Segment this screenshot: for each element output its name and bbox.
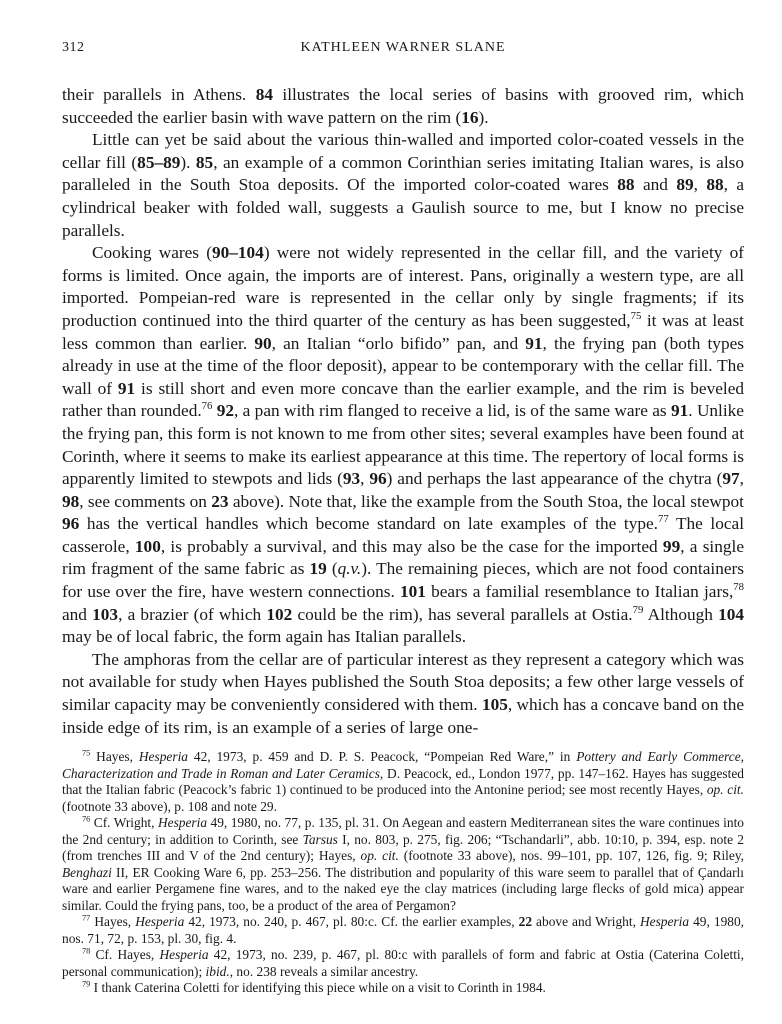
footnote-76: $^{76}$ Cf. Wright, Hesperia 49, 1980, no. 77, p. 135, pl. 31. On Aegean and eastern Mediterranean sites the ware continues into the 2nd century; in addition to Corinth, see Tarsus I, no. 803, p. 275, fig. 206; “Tschandarli”, abb. 10:10, p. 394, esp. note 2 (from trenches III and V of the 2nd century); Hayes, op. cit. (footnote 33 above), nos. 99–101, pp. 107, 126, fig. 9; Riley, Benghazi II, ER Cooking Ware 6, pp. 253–256. The distribution and popularity of this ware seem to parallel that of Çandarlı ware and earlier Pergamene fine wares, and to the naked eye the clay matrices (including large flecks of gold mica) appear similar. Could the frying pans, too, be a product of the area of Pergamon?: [62, 814, 745, 913]
paragraph: Cooking wares (90–104) were not widely represented in the cellar fill, and the variety of forms is limited. Once again, the imports are of interest. Pans, originally a western type, are all imported. Pompeian-red ware is represented in the cellar only by single fragments; if its production continued into the third quarter of the century as has been suggested,$^{75}$ it was at least less common than earlier. 90, an Italian “orlo bifido” pan, and 91, the frying pan (both types already in use at the time of the floor deposit), appear to be contemporary with the cellar fill. The wall of 91 is still short and even more concave than the earlier example, and the rim is beveled rather than rounded.$^{76}$ 92, a pan with rim flanged to receive a lid, is of the same ware as 91. Unlike the frying pan, this form is not known to me from other sites; several examples have been found at Corinth, where it seems to make its earliest appearance at this time. The repertory of local forms is apparently limited to stewpots and lids (93, 96) and perhaps the last appearance of the chytra (97, 98, see comments on 23 above). Note that, like the example from the South Stoa, the local stewpot 96 has the vertical handles which become standard on late examples of the type.$^{77}$ The local casserole, 100, is probably a survival, and this may also be the case for the imported 99, a single rim fragment of the same fabric as 19 (q.v.). The remaining pieces, which are not food containers for use over the fire, have western connections. 101 bears a familial resemblance to Italian jars,$^{78}$ and 103, a brazier (of which 102 could be the rim), has several parallels at Ostia.$^{79}$ Although 104 may be of local fabric, the form again has Italian parallels.: [62, 243, 745, 647]
footnote-78: $^{78}$ Cf. Hayes, Hesperia 42, 1973, no. 239, p. 467, pl. 80:c with parallels of form and fabric at Ostia (Caterina Coletti, personal communication); ibid., no. 238 reveals a similar ancestry.: [62, 946, 745, 979]
paragraph: The amphoras from the cellar are of particular interest as they represent a category which was not available for study when Hayes published the South Stoa deposits; a few other large vessels of similar capacity may be conveniently considered with them. 105, which has a concave band on the inside edge of its rim, is an example of a series of large one-: [62, 649, 745, 737]
body-text: [62, 84, 744, 739]
page-header: [62, 40, 744, 66]
paragraph: their parallels in Athens. 84 illustrates the local series of basins with grooved rim, which succeeded the earlier basin with wave pattern on the rim (16).: [62, 85, 744, 127]
page-number: 312: [62, 40, 85, 55]
footnote-79: $^{79}$ I thank Caterina Coletti for identifying this piece while on a visit to Corinth in 1984.: [82, 979, 546, 996]
running-head: KATHLEEN WARNER SLANE: [300, 40, 506, 55]
paragraph: Little can yet be said about the various thin-walled and imported color-coated vessels in the cellar fill (85–89). 85, an example of a common Corinthian series imitating Italian wares, is also paralleled in the South Stoa deposits. Of the imported color-coated wares 88 and 89, 88, a cylindrical beaker with folded wall, suggests a Gaulish source to me, but I know no precise parallels.: [62, 130, 745, 240]
footnotes: [62, 749, 744, 997]
footnote-75: $^{75}$ Hayes, Hesperia 42, 1973, p. 459 and D. P. S. Peacock, “Pompeian Red Ware,” in Pottery and Early Commerce, Characterization and Trade in Roman and Later Ceramics, D. Peacock, ed., London 1977, pp. 147–162. Hayes has suggested that the Italian fabric (Peacock’s fabric 1) continued to be produced into the Antonine period; see most recently Hayes, op. cit. (footnote 33 above), p. 108 and note 29.: [62, 748, 745, 814]
footnote-77: $^{77}$ Hayes, Hesperia 42, 1973, no. 240, p. 467, pl. 80:c. Cf. the earlier examples, 22 above and Wright, Hesperia 49, 1980, nos. 71, 72, p. 153, pl. 30, fig. 4.: [62, 913, 744, 946]
